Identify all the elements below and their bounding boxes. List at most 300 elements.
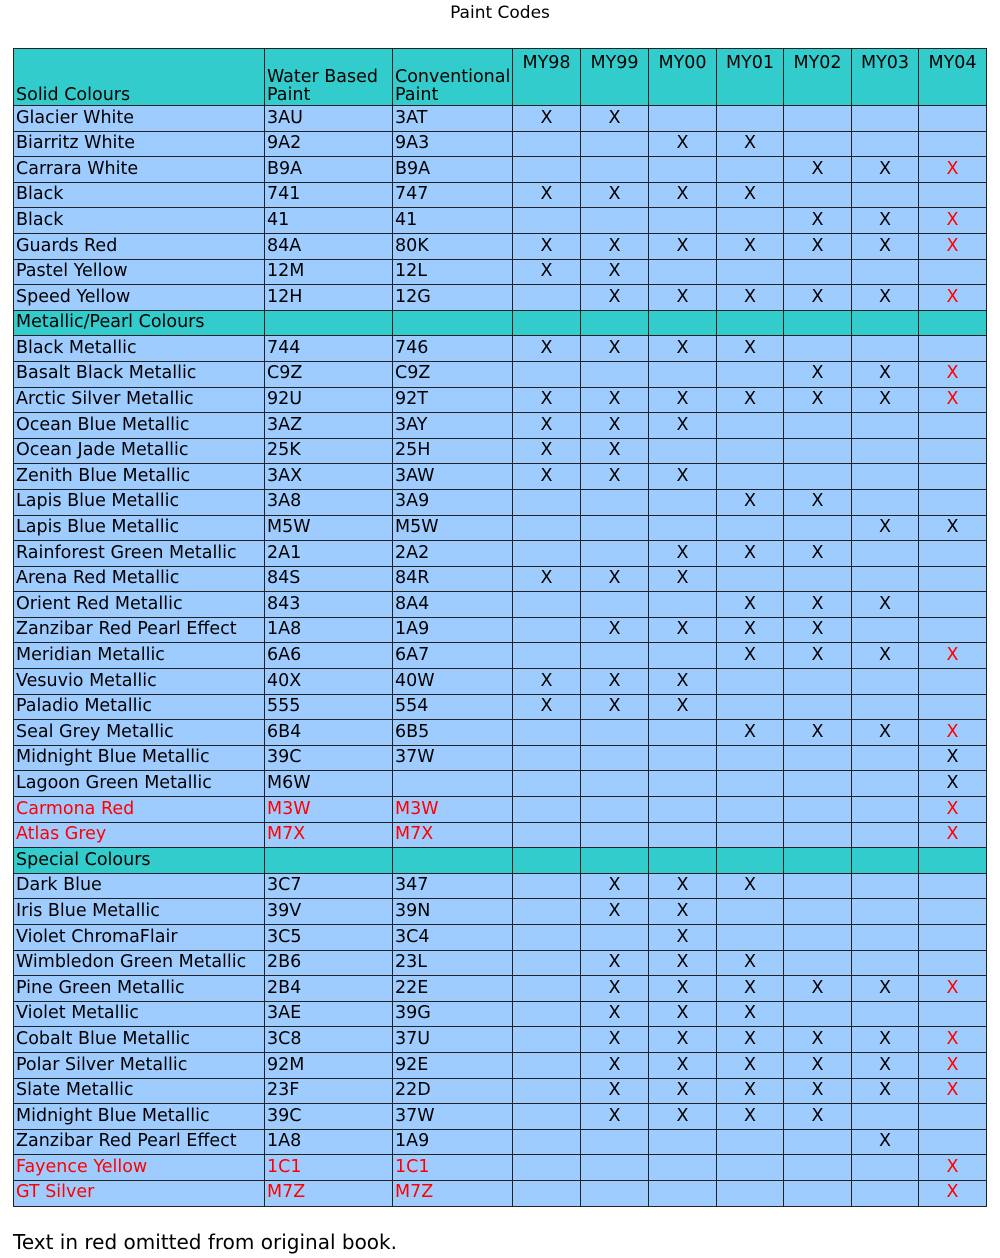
- year-mark: [919, 336, 987, 362]
- colour-name: Cobalt Blue Metallic: [14, 1027, 265, 1053]
- year-mark: [784, 566, 852, 592]
- water-based-code: 6B4: [265, 720, 393, 746]
- year-mark: X: [717, 720, 784, 746]
- year-mark: [919, 182, 987, 208]
- colour-name: GT Silver: [14, 1180, 265, 1206]
- year-mark: X: [784, 1027, 852, 1053]
- colour-name: Ocean Blue Metallic: [14, 413, 265, 439]
- year-mark: [513, 1129, 581, 1155]
- year-mark: [852, 617, 919, 643]
- water-based-code: 3AE: [265, 1001, 393, 1027]
- year-mark: [717, 925, 784, 951]
- year-mark: X: [649, 899, 717, 925]
- conventional-code: 92E: [393, 1052, 513, 1078]
- water-based-code: 9A2: [265, 131, 393, 157]
- colour-name: Slate Metallic: [14, 1078, 265, 1104]
- year-mark: X: [581, 950, 649, 976]
- year-mark: [784, 771, 852, 797]
- year-mark: [919, 592, 987, 618]
- year-mark: [513, 1001, 581, 1027]
- year-mark: [513, 899, 581, 925]
- conventional-code: 39N: [393, 899, 513, 925]
- year-mark: [852, 669, 919, 695]
- table-row: [14, 617, 987, 643]
- year-mark: [513, 131, 581, 157]
- conventional-code: 41: [393, 208, 513, 234]
- year-mark: X: [649, 1052, 717, 1078]
- conventional-code: 8A4: [393, 592, 513, 618]
- year-mark: X: [581, 413, 649, 439]
- table-row: [14, 745, 987, 771]
- table-row: [14, 285, 987, 311]
- conventional-code: 37U: [393, 1027, 513, 1053]
- year-mark: [717, 208, 784, 234]
- year-mark: [852, 541, 919, 567]
- year-mark: [649, 208, 717, 234]
- colour-name: Atlas Grey: [14, 822, 265, 848]
- year-mark: X: [919, 515, 987, 541]
- year-mark: X: [581, 336, 649, 362]
- year-mark: [513, 515, 581, 541]
- conventional-code: 22D: [393, 1078, 513, 1104]
- conventional-code: 347: [393, 873, 513, 899]
- header-year: MY01: [717, 49, 784, 106]
- year-mark: [513, 925, 581, 951]
- year-mark: [581, 157, 649, 183]
- year-mark: X: [649, 285, 717, 311]
- section-empty-cell: [717, 310, 784, 336]
- year-mark: [919, 925, 987, 951]
- table-row: [14, 259, 987, 285]
- year-mark: X: [581, 106, 649, 132]
- year-mark: X: [919, 822, 987, 848]
- water-based-code: 3AX: [265, 464, 393, 490]
- year-mark: [513, 1078, 581, 1104]
- year-mark: [717, 361, 784, 387]
- water-based-code: 23F: [265, 1078, 393, 1104]
- year-mark: [649, 515, 717, 541]
- section-row: [14, 848, 987, 874]
- year-mark: X: [784, 592, 852, 618]
- conventional-code: 746: [393, 336, 513, 362]
- year-mark: X: [581, 694, 649, 720]
- table-row: [14, 233, 987, 259]
- year-mark: [784, 413, 852, 439]
- year-mark: X: [581, 182, 649, 208]
- year-mark: X: [784, 720, 852, 746]
- conventional-code: 23L: [393, 950, 513, 976]
- year-mark: X: [919, 208, 987, 234]
- colour-name: Lapis Blue Metallic: [14, 489, 265, 515]
- section-empty-cell: [513, 848, 581, 874]
- year-mark: X: [919, 233, 987, 259]
- year-mark: X: [513, 387, 581, 413]
- table-row: [14, 413, 987, 439]
- year-mark: [717, 438, 784, 464]
- year-mark: [852, 1155, 919, 1181]
- year-mark: [852, 489, 919, 515]
- year-mark: [717, 259, 784, 285]
- year-mark: X: [649, 387, 717, 413]
- colour-name: Orient Red Metallic: [14, 592, 265, 618]
- water-based-code: 92M: [265, 1052, 393, 1078]
- colour-name: Vesuvio Metallic: [14, 669, 265, 695]
- table-row: [14, 950, 987, 976]
- year-mark: [919, 1129, 987, 1155]
- year-mark: [717, 797, 784, 823]
- colour-name: Lagoon Green Metallic: [14, 771, 265, 797]
- year-mark: X: [852, 515, 919, 541]
- conventional-code: 40W: [393, 669, 513, 695]
- year-mark: [852, 106, 919, 132]
- year-mark: [717, 669, 784, 695]
- colour-name: Meridian Metallic: [14, 643, 265, 669]
- conventional-code: 12L: [393, 259, 513, 285]
- water-based-code: 741: [265, 182, 393, 208]
- conventional-code: 6B5: [393, 720, 513, 746]
- water-based-code: 84S: [265, 566, 393, 592]
- conventional-code: 84R: [393, 566, 513, 592]
- year-mark: X: [717, 976, 784, 1002]
- year-mark: X: [513, 259, 581, 285]
- water-based-code: 1A8: [265, 617, 393, 643]
- year-mark: [717, 1180, 784, 1206]
- colour-name: Polar Silver Metallic: [14, 1052, 265, 1078]
- conventional-code: C9Z: [393, 361, 513, 387]
- colour-name: Zanzibar Red Pearl Effect: [14, 617, 265, 643]
- water-based-code: C9Z: [265, 361, 393, 387]
- water-based-code: 2A1: [265, 541, 393, 567]
- year-mark: X: [581, 617, 649, 643]
- water-based-code: B9A: [265, 157, 393, 183]
- section-empty-cell: [919, 848, 987, 874]
- year-mark: [513, 745, 581, 771]
- year-mark: [852, 131, 919, 157]
- year-mark: X: [717, 131, 784, 157]
- year-mark: [513, 617, 581, 643]
- year-mark: X: [649, 1104, 717, 1130]
- year-mark: [784, 1180, 852, 1206]
- section-empty-cell: [852, 310, 919, 336]
- water-based-code: M3W: [265, 797, 393, 823]
- year-mark: [919, 259, 987, 285]
- section-label: Special Colours: [14, 848, 265, 874]
- water-based-code: 3C5: [265, 925, 393, 951]
- year-mark: X: [649, 669, 717, 695]
- year-mark: X: [717, 643, 784, 669]
- conventional-code: 2A2: [393, 541, 513, 567]
- colour-name: Pine Green Metallic: [14, 976, 265, 1002]
- table-row: [14, 131, 987, 157]
- year-mark: [784, 925, 852, 951]
- colour-name: Ocean Jade Metallic: [14, 438, 265, 464]
- year-mark: X: [513, 233, 581, 259]
- section-empty-cell: [717, 848, 784, 874]
- section-empty-cell: [784, 310, 852, 336]
- table-row: [14, 771, 987, 797]
- year-mark: [513, 822, 581, 848]
- year-mark: [581, 643, 649, 669]
- colour-name: Guards Red: [14, 233, 265, 259]
- year-mark: [784, 1001, 852, 1027]
- year-mark: [513, 976, 581, 1002]
- year-mark: [852, 1104, 919, 1130]
- colour-name: Arena Red Metallic: [14, 566, 265, 592]
- year-mark: X: [649, 694, 717, 720]
- water-based-code: 1A8: [265, 1129, 393, 1155]
- year-mark: [919, 1001, 987, 1027]
- year-mark: [581, 745, 649, 771]
- year-mark: [513, 720, 581, 746]
- water-based-code: 2B4: [265, 976, 393, 1002]
- water-based-code: 84A: [265, 233, 393, 259]
- year-mark: [581, 361, 649, 387]
- year-mark: [649, 643, 717, 669]
- year-mark: X: [919, 976, 987, 1002]
- year-mark: X: [513, 669, 581, 695]
- year-mark: X: [919, 1078, 987, 1104]
- year-mark: X: [784, 643, 852, 669]
- year-mark: X: [784, 1052, 852, 1078]
- year-mark: [513, 592, 581, 618]
- year-mark: [852, 182, 919, 208]
- year-mark: X: [513, 464, 581, 490]
- year-mark: [581, 489, 649, 515]
- year-mark: X: [581, 976, 649, 1002]
- table-row: [14, 822, 987, 848]
- year-mark: [852, 1180, 919, 1206]
- year-mark: [784, 694, 852, 720]
- conventional-code: 6A7: [393, 643, 513, 669]
- year-mark: [513, 208, 581, 234]
- year-mark: [919, 950, 987, 976]
- conventional-code: 22E: [393, 976, 513, 1002]
- year-mark: [649, 745, 717, 771]
- year-mark: [581, 592, 649, 618]
- conventional-code: M3W: [393, 797, 513, 823]
- section-empty-cell: [393, 848, 513, 874]
- table-row: [14, 182, 987, 208]
- water-based-code: 555: [265, 694, 393, 720]
- year-mark: [852, 566, 919, 592]
- water-based-code: 39V: [265, 899, 393, 925]
- year-mark: [513, 1052, 581, 1078]
- year-mark: X: [581, 387, 649, 413]
- colour-name: Dark Blue: [14, 873, 265, 899]
- year-mark: X: [852, 1052, 919, 1078]
- colour-name: Arctic Silver Metallic: [14, 387, 265, 413]
- table-row: [14, 208, 987, 234]
- year-mark: [784, 822, 852, 848]
- colour-name: Carrara White: [14, 157, 265, 183]
- year-mark: X: [717, 489, 784, 515]
- conventional-code: [393, 771, 513, 797]
- year-mark: X: [717, 541, 784, 567]
- table-row: [14, 541, 987, 567]
- year-mark: X: [581, 899, 649, 925]
- table-row: [14, 592, 987, 618]
- year-mark: [717, 515, 784, 541]
- table-row: [14, 438, 987, 464]
- year-mark: X: [717, 285, 784, 311]
- year-mark: [513, 489, 581, 515]
- year-mark: [513, 1027, 581, 1053]
- section-empty-cell: [581, 848, 649, 874]
- year-mark: [581, 720, 649, 746]
- year-mark: [852, 694, 919, 720]
- water-based-code: 3A8: [265, 489, 393, 515]
- header-water-line2: Paint: [267, 84, 311, 105]
- year-mark: X: [581, 1104, 649, 1130]
- year-mark: [784, 259, 852, 285]
- conventional-code: 747: [393, 182, 513, 208]
- year-mark: X: [649, 1078, 717, 1104]
- footnote: Text in red omitted from original book.: [13, 1230, 397, 1254]
- conventional-code: 37W: [393, 1104, 513, 1130]
- year-mark: X: [919, 1052, 987, 1078]
- year-mark: X: [649, 950, 717, 976]
- header-conv-line1: Conventional: [395, 67, 511, 87]
- year-mark: [919, 669, 987, 695]
- year-mark: [581, 797, 649, 823]
- table-row: [14, 1180, 987, 1206]
- year-mark: X: [919, 361, 987, 387]
- year-mark: [513, 950, 581, 976]
- year-mark: [513, 361, 581, 387]
- year-mark: X: [581, 566, 649, 592]
- colour-name: Black: [14, 182, 265, 208]
- table-row: [14, 336, 987, 362]
- year-mark: [513, 1155, 581, 1181]
- colour-name: Carmona Red: [14, 797, 265, 823]
- year-mark: X: [513, 694, 581, 720]
- conventional-code: 3C4: [393, 925, 513, 951]
- year-mark: [919, 899, 987, 925]
- year-mark: X: [581, 1078, 649, 1104]
- colour-name: Paladio Metallic: [14, 694, 265, 720]
- conventional-code: B9A: [393, 157, 513, 183]
- year-mark: [919, 541, 987, 567]
- year-mark: X: [649, 566, 717, 592]
- year-mark: X: [649, 1027, 717, 1053]
- year-mark: X: [852, 1129, 919, 1155]
- year-mark: X: [852, 157, 919, 183]
- year-mark: X: [852, 361, 919, 387]
- colour-name: Rainforest Green Metallic: [14, 541, 265, 567]
- year-mark: X: [717, 387, 784, 413]
- year-mark: [852, 899, 919, 925]
- section-empty-cell: [649, 310, 717, 336]
- year-mark: [919, 464, 987, 490]
- year-mark: [513, 643, 581, 669]
- year-mark: [649, 1129, 717, 1155]
- conventional-code: 25H: [393, 438, 513, 464]
- year-mark: [784, 336, 852, 362]
- table-row: [14, 694, 987, 720]
- year-mark: X: [717, 1104, 784, 1130]
- year-mark: [852, 797, 919, 823]
- header-year: MY02: [784, 49, 852, 106]
- colour-name: Zenith Blue Metallic: [14, 464, 265, 490]
- year-mark: X: [649, 336, 717, 362]
- water-based-code: 1C1: [265, 1155, 393, 1181]
- year-mark: X: [649, 182, 717, 208]
- table-row: [14, 1052, 987, 1078]
- colour-name: Biarritz White: [14, 131, 265, 157]
- year-mark: [784, 515, 852, 541]
- year-mark: X: [784, 1104, 852, 1130]
- conventional-code: 92T: [393, 387, 513, 413]
- year-mark: [919, 566, 987, 592]
- year-mark: X: [513, 438, 581, 464]
- year-mark: [649, 1155, 717, 1181]
- year-mark: X: [513, 336, 581, 362]
- year-mark: X: [852, 1078, 919, 1104]
- table-row: [14, 1129, 987, 1155]
- year-mark: X: [513, 182, 581, 208]
- year-mark: [513, 797, 581, 823]
- colour-name: Basalt Black Metallic: [14, 361, 265, 387]
- year-mark: [581, 541, 649, 567]
- year-mark: [717, 413, 784, 439]
- section-empty-cell: [581, 310, 649, 336]
- conventional-code: 80K: [393, 233, 513, 259]
- year-mark: [649, 361, 717, 387]
- water-based-code: 41: [265, 208, 393, 234]
- year-mark: X: [852, 976, 919, 1002]
- colour-name: Midnight Blue Metallic: [14, 745, 265, 771]
- year-mark: [649, 592, 717, 618]
- year-mark: X: [852, 233, 919, 259]
- colour-name: Pastel Yellow: [14, 259, 265, 285]
- year-mark: [784, 873, 852, 899]
- year-mark: X: [784, 976, 852, 1002]
- colour-name: Black Metallic: [14, 336, 265, 362]
- header-year: MY04: [919, 49, 987, 106]
- water-based-code: M6W: [265, 771, 393, 797]
- section-empty-cell: [265, 848, 393, 874]
- year-mark: X: [581, 438, 649, 464]
- year-mark: X: [649, 873, 717, 899]
- year-mark: X: [852, 208, 919, 234]
- year-mark: X: [784, 233, 852, 259]
- year-mark: X: [581, 873, 649, 899]
- year-mark: [717, 566, 784, 592]
- year-mark: [919, 489, 987, 515]
- section-empty-cell: [513, 310, 581, 336]
- conventional-code: 9A3: [393, 131, 513, 157]
- paint-codes-table: [13, 48, 987, 1207]
- table-row: [14, 1104, 987, 1130]
- year-mark: X: [717, 950, 784, 976]
- section-row: [14, 310, 987, 336]
- year-mark: [919, 438, 987, 464]
- colour-name: Iris Blue Metallic: [14, 899, 265, 925]
- year-mark: [717, 106, 784, 132]
- year-mark: X: [513, 566, 581, 592]
- year-mark: [919, 873, 987, 899]
- table-row: [14, 976, 987, 1002]
- year-mark: X: [581, 464, 649, 490]
- table-row: [14, 515, 987, 541]
- year-mark: X: [852, 1027, 919, 1053]
- year-mark: X: [649, 617, 717, 643]
- year-mark: [649, 720, 717, 746]
- year-mark: X: [581, 285, 649, 311]
- year-mark: [919, 413, 987, 439]
- water-based-code: 3C7: [265, 873, 393, 899]
- year-mark: [649, 438, 717, 464]
